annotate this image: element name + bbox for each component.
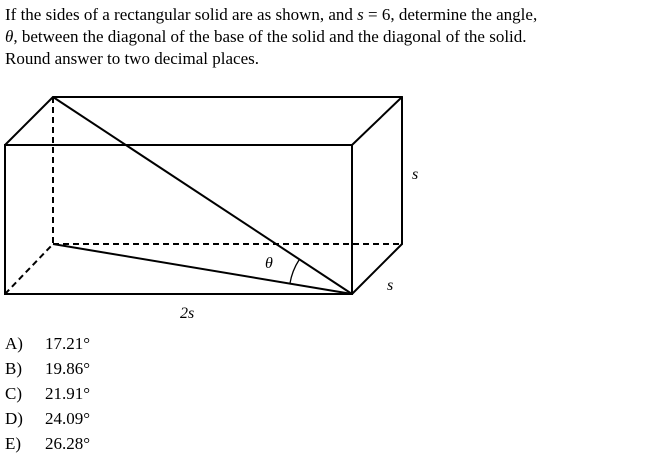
top-right-edge bbox=[352, 97, 402, 145]
base-diagonal bbox=[53, 244, 352, 294]
question-line-3: Round answer to two decimal places. bbox=[5, 49, 259, 68]
front-face bbox=[5, 145, 352, 294]
choice-e[interactable]: E) 26.28° bbox=[5, 434, 91, 453]
label-depth-s: s bbox=[387, 277, 394, 294]
choice-c[interactable]: C) 21.91° bbox=[5, 384, 91, 403]
question-text bbox=[5, 4, 645, 70]
solid-diagonal bbox=[53, 97, 352, 294]
choice-b[interactable]: B) 19.86° bbox=[5, 359, 91, 378]
top-left-edge bbox=[5, 97, 53, 145]
hidden-bottom-left-depth-edge bbox=[5, 244, 53, 294]
answer-choices bbox=[5, 331, 90, 456]
rectangular-solid-figure bbox=[0, 85, 440, 325]
variable-theta: θ bbox=[5, 27, 14, 46]
choice-d[interactable]: D) 24.09° bbox=[5, 409, 91, 428]
choice-a[interactable]: A) 17.21° bbox=[5, 334, 91, 353]
label-length-2s: 2s bbox=[180, 305, 195, 322]
question-line-2: θ, between the diagonal of the base of the solid and the diagonal of the solid. bbox=[5, 27, 527, 46]
label-angle-theta: θ bbox=[265, 255, 273, 272]
bottom-right-depth-edge bbox=[352, 244, 402, 294]
variable-s: s bbox=[357, 5, 364, 24]
label-height-s: s bbox=[412, 166, 419, 183]
angle-arc bbox=[290, 259, 300, 283]
question-line-1: If the sides of a rectangular solid are as shown, and s = 6, determine the angle, bbox=[5, 5, 538, 24]
